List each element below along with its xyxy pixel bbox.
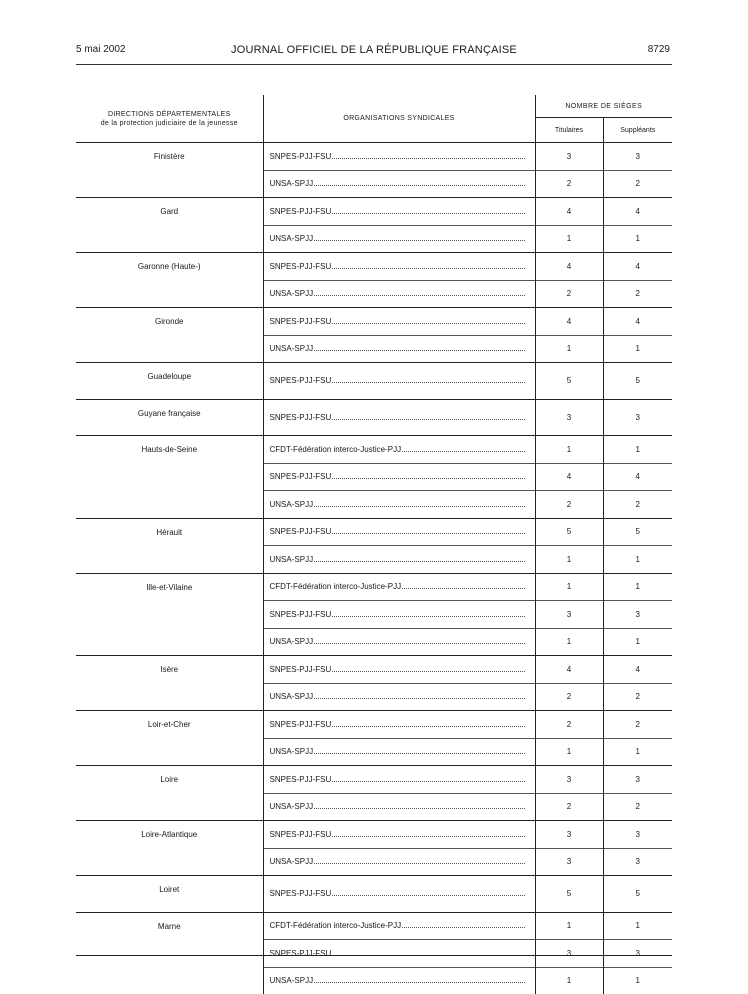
direction-cell: Loire-Atlantique (76, 821, 263, 876)
dot-leader (332, 418, 524, 420)
organisation-name: UNSA-SPJJ (270, 637, 314, 646)
organisation-cell (263, 601, 535, 629)
organisation-name: SNPES-PJJ-FSU (270, 207, 332, 216)
suppleants-value: 1 (603, 912, 672, 940)
organisation-cell (263, 940, 535, 968)
table-row (76, 143, 672, 171)
organisation-name: SNPES-PJJ-FSU (270, 472, 332, 481)
organisation-entry (270, 527, 535, 536)
titulaires-value: 3 (535, 940, 603, 968)
titulaires-value: 2 (535, 491, 603, 519)
titulaires-value: 3 (535, 848, 603, 876)
organisation-entry (270, 665, 535, 674)
organisation-entry (270, 720, 535, 729)
direction-cell: Guadeloupe (76, 363, 263, 400)
suppleants-value: 1 (603, 436, 672, 464)
organisation-name: SNPES-PJJ-FSU (270, 527, 332, 536)
table-row (76, 766, 672, 794)
organisation-name: CFDT-Fédération interco-Justice-PJJ (270, 445, 402, 454)
organisation-name: SNPES-PJJ-FSU (270, 720, 332, 729)
organisation-cell (263, 363, 535, 400)
suppleants-value: 3 (603, 821, 672, 849)
direction-cell: Finistère (76, 143, 263, 198)
organisation-entry (270, 949, 535, 958)
titulaires-value: 2 (535, 793, 603, 821)
table-row (76, 711, 672, 739)
organisation-name: UNSA-SPJJ (270, 555, 314, 564)
direction-cell: Gard (76, 198, 263, 253)
suppleants-value: 4 (603, 463, 672, 491)
journal-title: JOURNAL OFFICIEL DE LA RÉPUBLIQUE FRANÇAISE (0, 44, 748, 56)
organisation-cell (263, 225, 535, 253)
organisation-name: SNPES-PJJ-FSU (270, 949, 332, 958)
organisation-name: SNPES-PJJ-FSU (270, 413, 332, 422)
direction-cell: Gironde (76, 308, 263, 363)
organisation-name: SNPES-PJJ-FSU (270, 889, 332, 898)
direction-cell: Marne (76, 912, 263, 994)
titulaires-value: 1 (535, 967, 603, 994)
organisation-entry (270, 637, 535, 646)
dot-leader (402, 587, 524, 589)
table-row (76, 912, 672, 940)
table-row (76, 821, 672, 849)
organisation-entry (270, 802, 535, 811)
titulaires-value: 5 (535, 363, 603, 400)
organisation-cell (263, 821, 535, 849)
dot-leader (314, 505, 524, 507)
table-header (76, 95, 672, 143)
dot-leader (314, 184, 524, 186)
organisation-cell (263, 280, 535, 308)
direction-cell: Loir-et-Cher (76, 711, 263, 766)
organisation-name: SNPES-PJJ-FSU (270, 262, 332, 271)
header-date: 5 mai 2002 (76, 44, 125, 55)
titulaires-value: 4 (535, 308, 603, 336)
organisation-name: SNPES-PJJ-FSU (270, 376, 332, 385)
suppleants-value: 2 (603, 683, 672, 711)
table-row (76, 573, 672, 601)
suppleants-value: 1 (603, 738, 672, 766)
titulaires-value: 1 (535, 335, 603, 363)
organisation-entry (270, 921, 535, 930)
suppleants-value: 4 (603, 308, 672, 336)
suppleants-value: 5 (603, 876, 672, 913)
suppleants-value: 3 (603, 766, 672, 794)
direction-cell: Isère (76, 656, 263, 711)
table-bottom-rule (76, 955, 672, 956)
titulaires-value: 3 (535, 766, 603, 794)
suppleants-value: 3 (603, 601, 672, 629)
organisation-cell (263, 738, 535, 766)
organisation-cell (263, 912, 535, 940)
dot-leader (314, 752, 524, 754)
column-header-directions-title: DIRECTIONS DÉPARTEMENTALES (76, 110, 263, 119)
organisation-entry (270, 555, 535, 564)
dot-leader (332, 835, 524, 837)
column-header-directions (76, 95, 263, 143)
organisation-name: UNSA-SPJJ (270, 179, 314, 188)
dot-leader (314, 862, 524, 864)
titulaires-value: 4 (535, 656, 603, 684)
suppleants-value: 3 (603, 399, 672, 436)
dot-leader (314, 349, 524, 351)
organisation-cell (263, 463, 535, 491)
titulaires-value: 5 (535, 876, 603, 913)
organisation-entry (270, 376, 535, 385)
organisation-cell (263, 876, 535, 913)
organisation-cell (263, 683, 535, 711)
titulaires-value: 3 (535, 601, 603, 629)
organisation-entry (270, 610, 535, 619)
organisation-cell (263, 170, 535, 198)
organisation-cell (263, 253, 535, 281)
column-header-titulaires: Titulaires (535, 118, 603, 143)
direction-cell: Guyane française (76, 399, 263, 436)
titulaires-value: 1 (535, 546, 603, 574)
column-header-suppleants: Suppléants (603, 118, 672, 143)
header-rule (76, 64, 672, 65)
suppleants-value: 4 (603, 198, 672, 226)
dot-leader (314, 981, 524, 983)
organisation-name: UNSA-SPJJ (270, 289, 314, 298)
suppleants-value: 1 (603, 573, 672, 601)
organisation-cell (263, 766, 535, 794)
dot-leader (332, 725, 524, 727)
table-row (76, 198, 672, 226)
titulaires-value: 1 (535, 573, 603, 601)
suppleants-value: 1 (603, 628, 672, 656)
suppleants-value: 1 (603, 225, 672, 253)
dot-leader (402, 926, 524, 928)
organisation-entry (270, 582, 535, 591)
titulaires-value: 1 (535, 628, 603, 656)
titulaires-value: 1 (535, 738, 603, 766)
table-row (76, 518, 672, 546)
organisation-name: UNSA-SPJJ (270, 747, 314, 756)
organisation-cell (263, 628, 535, 656)
titulaires-value: 2 (535, 280, 603, 308)
organisation-name: UNSA-SPJJ (270, 500, 314, 509)
suppleants-value: 2 (603, 491, 672, 519)
organisation-name: SNPES-PJJ-FSU (270, 830, 332, 839)
titulaires-value: 3 (535, 143, 603, 171)
organisation-entry (270, 344, 535, 353)
column-header-seats: NOMBRE DE SIÈGES (535, 95, 672, 118)
organisation-name: UNSA-SPJJ (270, 976, 314, 985)
organisation-name: SNPES-PJJ-FSU (270, 317, 332, 326)
suppleants-value: 2 (603, 711, 672, 739)
organisation-entry (270, 976, 535, 985)
organisation-cell (263, 491, 535, 519)
organisation-name: SNPES-PJJ-FSU (270, 775, 332, 784)
table-row (76, 876, 672, 913)
organisation-entry (270, 289, 535, 298)
titulaires-value: 2 (535, 711, 603, 739)
suppleants-value: 2 (603, 793, 672, 821)
organisation-entry (270, 500, 535, 509)
organisation-entry (270, 207, 535, 216)
suppleants-value: 1 (603, 335, 672, 363)
table-row (76, 253, 672, 281)
direction-cell: Ille-et-Vilaine (76, 573, 263, 656)
table-row (76, 308, 672, 336)
dot-leader (314, 697, 524, 699)
organisation-entry (270, 317, 535, 326)
organisation-entry (270, 152, 535, 161)
suppleants-value: 3 (603, 143, 672, 171)
organisation-name: UNSA-SPJJ (270, 692, 314, 701)
dot-leader (402, 450, 524, 452)
organisation-cell (263, 308, 535, 336)
suppleants-value: 4 (603, 253, 672, 281)
titulaires-value: 5 (535, 518, 603, 546)
organisation-name: SNPES-PJJ-FSU (270, 665, 332, 674)
organisation-cell (263, 335, 535, 363)
titulaires-value: 4 (535, 253, 603, 281)
dot-leader (332, 615, 524, 617)
dot-leader (332, 157, 524, 159)
titulaires-value: 2 (535, 170, 603, 198)
organisation-name: UNSA-SPJJ (270, 344, 314, 353)
dot-leader (332, 381, 524, 383)
organisation-entry (270, 445, 535, 454)
table-row (76, 363, 672, 400)
titulaires-value: 1 (535, 912, 603, 940)
direction-cell: Hérault (76, 518, 263, 573)
organisation-cell (263, 711, 535, 739)
dot-leader (332, 267, 524, 269)
organisation-entry (270, 747, 535, 756)
organisation-cell (263, 793, 535, 821)
organisation-entry (270, 472, 535, 481)
organisation-name: CFDT-Fédération interco-Justice-PJJ (270, 582, 402, 591)
titulaires-value: 1 (535, 225, 603, 253)
organisation-cell (263, 436, 535, 464)
organisation-cell (263, 518, 535, 546)
organisation-entry (270, 830, 535, 839)
organisation-name: UNSA-SPJJ (270, 234, 314, 243)
suppleants-value: 1 (603, 546, 672, 574)
organisation-entry (270, 775, 535, 784)
organisation-cell (263, 198, 535, 226)
titulaires-value: 2 (535, 683, 603, 711)
organisation-entry (270, 857, 535, 866)
direction-cell: Hauts-de-Seine (76, 436, 263, 519)
organisation-cell (263, 848, 535, 876)
dot-leader (314, 294, 524, 296)
titulaires-value: 1 (535, 436, 603, 464)
organisation-cell (263, 399, 535, 436)
organisation-name: UNSA-SPJJ (270, 857, 314, 866)
direction-cell: Loire (76, 766, 263, 821)
suppleants-value: 1 (603, 967, 672, 994)
suppleants-value: 3 (603, 940, 672, 968)
suppleants-value: 2 (603, 170, 672, 198)
organisation-cell (263, 656, 535, 684)
dot-leader (314, 807, 524, 809)
organisation-name: UNSA-SPJJ (270, 802, 314, 811)
organisation-entry (270, 889, 535, 898)
dot-leader (332, 532, 524, 534)
organisation-name: CFDT-Fédération interco-Justice-PJJ (270, 921, 402, 930)
organisation-cell (263, 573, 535, 601)
table-row (76, 399, 672, 436)
column-header-directions-subtitle: de la protection judiciaire de la jeunesse (76, 119, 263, 128)
dot-leader (332, 894, 524, 896)
seats-table (76, 95, 672, 994)
titulaires-value: 3 (535, 821, 603, 849)
titulaires-value: 3 (535, 399, 603, 436)
organisation-cell (263, 143, 535, 171)
direction-cell: Garonne (Haute-) (76, 253, 263, 308)
organisation-name: SNPES-PJJ-FSU (270, 610, 332, 619)
organisation-entry (270, 413, 535, 422)
organisation-cell (263, 546, 535, 574)
table-body (76, 143, 672, 994)
dot-leader (332, 477, 524, 479)
suppleants-value: 2 (603, 280, 672, 308)
titulaires-value: 4 (535, 198, 603, 226)
organisation-entry (270, 262, 535, 271)
dot-leader (314, 642, 524, 644)
suppleants-value: 3 (603, 848, 672, 876)
organisation-name: SNPES-PJJ-FSU (270, 152, 332, 161)
table-row (76, 656, 672, 684)
suppleants-value: 4 (603, 656, 672, 684)
dot-leader (332, 670, 524, 672)
titulaires-value: 4 (535, 463, 603, 491)
direction-cell: Loiret (76, 876, 263, 913)
suppleants-value: 5 (603, 363, 672, 400)
dot-leader (332, 780, 524, 782)
dot-leader (332, 212, 524, 214)
column-header-organisations: ORGANISATIONS SYNDICALES (263, 95, 535, 143)
suppleants-value: 5 (603, 518, 672, 546)
table-row (76, 436, 672, 464)
dot-leader (314, 239, 524, 241)
dot-leader (332, 322, 524, 324)
page-number: 8729 (648, 44, 670, 55)
organisation-entry (270, 234, 535, 243)
dot-leader (314, 560, 524, 562)
organisation-entry (270, 179, 535, 188)
organisation-entry (270, 692, 535, 701)
